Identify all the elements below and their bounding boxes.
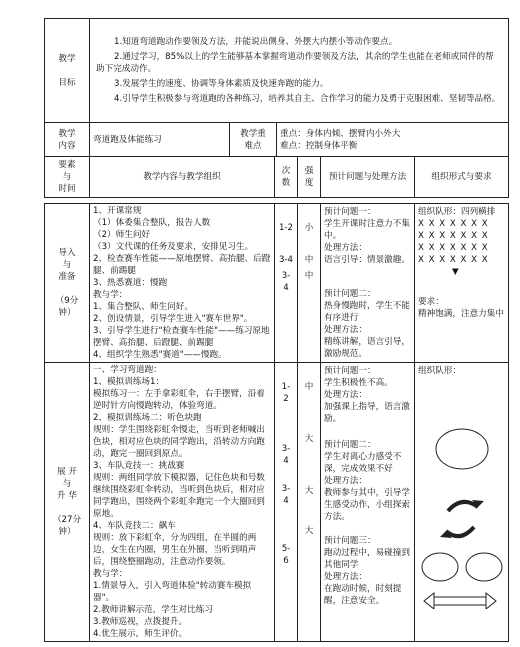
intensity-value: 大: [304, 434, 314, 444]
curved-arrow-icon: [440, 500, 484, 538]
problem-line: 学生对离心力感受不深，完成效果不好: [324, 452, 402, 474]
objectives-cell: [90, 19, 509, 123]
lesson-body-table: [44, 203, 509, 642]
objective-item: 3.发展学生的速度、协调等身体素质及快速奔跑的能力。: [114, 79, 329, 89]
objective-item: 2.通过学习，85%以上的学生能够基本掌握弯道动作要领及方法，其余的学生也能在老师或同伴的帮助下完成动作。: [96, 52, 494, 74]
problem-line: 处理方法：: [324, 325, 367, 335]
problem-line: 学生积极性不高。: [324, 378, 393, 388]
content-line: 教与学：: [93, 290, 128, 300]
intensity-value: 中: [304, 255, 314, 265]
content-line: 2、模拟训练场二：听色块跑: [93, 413, 202, 423]
header-intensity: 强 度: [298, 157, 321, 198]
times-value: 3-4: [278, 255, 294, 265]
content-line: （1）体委集合整队，报告人数: [93, 218, 211, 228]
problem-line: 在跑动时候，时刻提醒，注意安全。: [324, 584, 402, 606]
part1-problems: [321, 204, 415, 363]
part2-problems: [321, 363, 415, 642]
part1-organization: [415, 204, 509, 363]
key-points-cell: [277, 123, 509, 157]
objectives-label: 教学 目标: [45, 19, 90, 123]
header-organization: 组织形式与要求: [415, 157, 509, 198]
content-line: 1、集合整队、师生问好。: [93, 302, 193, 312]
content-line: 3、热悉赛道：慢跑: [93, 278, 168, 288]
part2-organization: [415, 363, 509, 642]
difficulty: 难点：控制身体平衡: [280, 140, 358, 151]
org-title: 组织队形：四列横排: [418, 207, 496, 217]
part2-times: [275, 363, 298, 642]
intensity-value: 大: [304, 486, 314, 496]
problem-line: 处理方法：: [324, 390, 367, 400]
problem-line: 精练讲解，语言引导，激励规范。: [324, 337, 410, 359]
column-header-table: [44, 156, 509, 198]
part2-intensity: [298, 363, 321, 642]
header-problems: 预计问题与处理方法: [321, 157, 415, 198]
formation-row: X X X X X X X: [418, 255, 489, 265]
problem-line: 教师参与其中，引导学生感受动作，小组探索方法。: [324, 488, 410, 522]
problem-line: 预计问题二：: [324, 289, 376, 299]
formation-row: X X X X X X X: [418, 219, 489, 229]
content-line: 规则：学生围绕彩虹伞慢走，当听到老师喊出色块，相对应色块的同学跑出，沿转动方向跑动，跑完一圈回到原点。: [93, 425, 265, 459]
part1-content: [90, 204, 275, 363]
part1-intensity: [298, 204, 321, 363]
intensity-value: 小: [304, 223, 314, 233]
formation-diagrams: [418, 379, 506, 609]
content-line: （2）师生问好: [93, 230, 151, 240]
content-label: 教学 内容: [45, 123, 90, 157]
header-content: 教学内容与教学组织: [90, 157, 275, 198]
content-line: 4、组织学生熟悉"赛道"——慢跑。: [93, 350, 227, 360]
problem-line: 加强课上指导，语言激励。: [324, 402, 410, 424]
objective-item: 1.知道弯道跑动作要领及方法，并能说出侧身、外摆大内摆小等动作要点。: [114, 37, 398, 47]
content-line: 模拟练习一：左手拿彩虹伞，右手摆臂，沿着逆时针方向慢跑转动，体验弯道。: [93, 389, 265, 411]
problem-line: 学生开课时注意力不集中。: [324, 219, 410, 241]
intensity-value: 中: [304, 382, 314, 392]
problem-line: 预计问题一：: [324, 207, 376, 217]
intensity-value: 大: [304, 526, 314, 536]
content-line: 1.情景导入，引入弯道体验"转动赛车模拟器"。: [93, 581, 252, 603]
key-point: 重点：身体内倾、摆臂内小外大: [280, 128, 401, 139]
content-line: 2、检查赛车性能——原地摆臂、高抬腿、后蹬腿、前踢腿: [93, 254, 271, 276]
double-circle-left: [422, 553, 458, 581]
times-value: 3- 4: [281, 271, 291, 293]
content-line: 2.教师讲解示范，学生对比练习: [93, 605, 213, 615]
problem-line: 热身慢跑时，学生不能有序进行: [324, 301, 410, 323]
header-section: 要素 与 时间: [45, 157, 90, 198]
times-value: 3- 4: [281, 484, 291, 506]
objective-item: 4.引导学生积极参与弯道跑的各种练习，培养其自主、合作学习的能力及勇于克服困难、坚韧等品格。: [114, 94, 501, 104]
times-value: 5- 6: [281, 544, 291, 566]
key-points-label: 教学重 难点: [230, 123, 277, 157]
problem-line: 语言引导：情景激趣。: [324, 255, 410, 265]
problem-line: 预计问题三：: [324, 536, 376, 546]
double-circle-right: [466, 553, 502, 581]
part2-content: [90, 363, 275, 642]
intensity-value: 中: [304, 271, 314, 281]
content-line: 3、引导学生进行"检查赛车性能"——练习原地摆臂、高抬腿、后蹬腿、前踢腿: [93, 326, 270, 348]
part1-label: 导入 与 准备 （9分 钟）: [45, 204, 90, 363]
problem-line: 处理方法：: [324, 476, 367, 486]
formation-row: X X X X X X X: [418, 231, 489, 241]
times-value: 1-2: [278, 223, 294, 233]
content-line: 规则：放下彩虹伞，分为四组，在半圆的两边，女生在内圈，男生在外圈，当听到哨声后，围绕整圈跑动，注意动作要领。: [93, 533, 257, 567]
content-line: （3）文代课的任务及要求，安排见习生。: [93, 242, 254, 252]
requirements-title: 要求：: [418, 297, 444, 307]
problem-line: 处理方法：: [324, 572, 367, 582]
content-value: 弯道跑及体能练习: [90, 123, 230, 157]
formation-row: X X X X X X X: [418, 243, 489, 253]
content-line: 教与学：: [93, 569, 128, 579]
teacher-marker-icon: ▼: [452, 267, 459, 277]
content-line: 1、模拟训练场1：: [93, 377, 165, 387]
part2-label: 展 开 与 升 华 （27分 钟）: [45, 363, 90, 642]
content-line: 2、创设情景，引导学生进入"赛车世界"。: [93, 314, 253, 324]
content-line: 一、学习弯道跑：: [93, 365, 162, 375]
problem-line: 预计问题一：: [324, 366, 376, 376]
problem-line: 跑动过程中，易碰撞到其他同学: [324, 548, 410, 570]
lesson-plan-top-table: [44, 18, 509, 157]
header-times: 次 数: [275, 157, 298, 198]
content-line: 1、开课常规: [93, 206, 142, 216]
content-line: 规则：两组同学放下模拟器，记住色块和号数继续围绕彩虹伞转动，当听到色块后，相对应同学跑出，围绕两个彩虹伞跑完一个大圈回到原地。: [93, 473, 265, 519]
content-line: 3、车队竞技一：挑战赛: [93, 461, 185, 471]
single-circle-diagram: [436, 429, 488, 469]
problem-line: 预计问题二：: [324, 440, 376, 450]
part1-times: [275, 204, 298, 363]
times-value: 1- 2: [281, 382, 291, 404]
requirements-text: 精神饱满，注意力集中: [418, 309, 504, 319]
org-title: 组织队形：: [418, 366, 461, 376]
track-arrows-icon: [424, 593, 496, 609]
times-value: 3- 4: [281, 444, 291, 466]
content-line: 4、车队竞技二：飙车: [93, 521, 176, 531]
content-line: 4.优生展示，师生评价。: [93, 629, 188, 639]
content-line: 3.教师巡视，点拨提升。: [93, 617, 188, 627]
problem-line: 处理方法：: [324, 243, 367, 253]
